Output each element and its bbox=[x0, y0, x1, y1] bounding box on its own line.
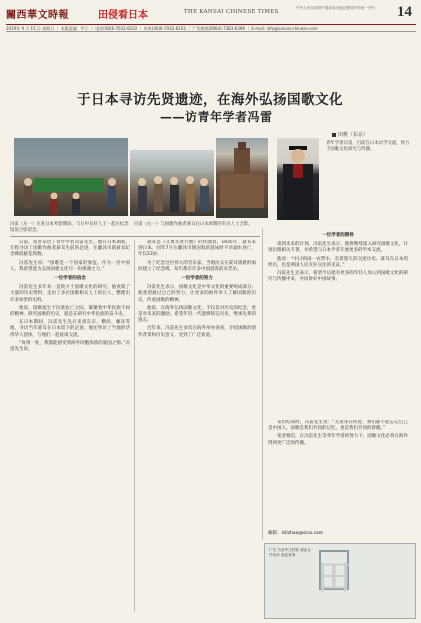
section-subheading: 一位学者的信念 bbox=[54, 276, 86, 282]
photo-people-illustration bbox=[130, 150, 214, 216]
caption-divider bbox=[10, 236, 260, 237]
article-subhead: ——访青年学者冯雷 bbox=[160, 110, 273, 124]
page-number: 14 bbox=[397, 4, 412, 20]
building-photo bbox=[216, 138, 268, 218]
masthead bbox=[6, 6, 416, 26]
newspaper-logo: 關西華文時報 bbox=[6, 10, 69, 21]
photo-caption-left: 冯雷（左一）在赴日本考察期间，与日中友好人士一起在纪念馆前合影留念。 bbox=[10, 222, 129, 233]
paragraph: 他说：“中日两国一衣带水，有着悠久的交流历史。聂耳在日本的经历，也是两国人民友好交往的见证。” bbox=[268, 256, 408, 268]
advertisement bbox=[264, 543, 416, 619]
group-photo-banner bbox=[14, 138, 128, 216]
paragraph: 笔者相信，在冯雷先生等青年学者的努力下，国歌文化必将在海外得到更广泛的传播。 bbox=[268, 434, 408, 446]
paragraph: 为了纪念这位伟大的音乐家，当地民众在聂耳遇难的海滨建立了纪念碑。每年都有许多中国游客前来凭吊。 bbox=[138, 260, 256, 272]
paragraph: “每到一处，我都能感受到海外同胞浓浓的爱国之情。”冯雷先生说。 bbox=[10, 340, 130, 353]
ad-text: 广告 关西华文时报 诚征合作伙伴 欢迎垂询 bbox=[269, 548, 311, 557]
article-column-2 bbox=[138, 240, 256, 610]
paragraph: 冯雷先生还表示，希望今后能有更多的年轻人加入到国歌文化的研究与传播中来，共同讲好中国故事。 bbox=[268, 271, 408, 283]
paragraph: 在日本期间，冯雷先生先后来到东京、横滨、藤泽等地，寻访当年聂耳在日本留下的足迹。他还拜访了当地的华侨华人团体，与他们一起座谈交流。 bbox=[10, 320, 130, 338]
newspaper-english-name: THE KANSAI CHINESE TIMES bbox=[184, 9, 279, 15]
graduate-portrait-illustration bbox=[277, 138, 319, 220]
author-email: 邮箱：lsllzhao@sina.com bbox=[268, 531, 324, 536]
info-bar: 2019年 9 月 15 日 星期日 ｜ 本版责编：甲子 ｜ 电话(06)6-7032-8102 ｜ 传真(06)6-7032-8103 ｜ 广告热线(0664)-7383-6398 ｜ E-mail: info@kansai-chinese.com bbox=[6, 24, 416, 32]
group-photo-people bbox=[130, 150, 214, 216]
paragraph: 谈到未来的计划，冯雷先生表示，他将继续深入研究国歌文化，计划出版相关专著，并希望与日本学者开展更多的学术交流。 bbox=[268, 242, 408, 254]
paragraph: 聂耳是《义勇军进行曲》的作曲者。1935年，聂耳来到日本，同年7月在藤泽市鹄沼海滨游泳时不幸溺水身亡，年仅23岁。 bbox=[138, 240, 256, 258]
section-title: 田侵看日本 bbox=[98, 10, 148, 21]
byline-mark bbox=[332, 133, 336, 137]
paragraph: 冯雷先生表示，国歌文化是中华文化的重要组成部分。他希望通过自己的努力，让更多的海外华人了解国歌的历史，传承国歌的精神。 bbox=[138, 285, 256, 303]
photo-people-illustration bbox=[14, 138, 128, 216]
article-column-4 bbox=[268, 420, 408, 530]
paragraph: 冯雷先生多年来一直致力于国歌文化的研究。他查阅了大量的历史资料，走访了多位国歌相关人士的后人，整理出许多珍贵的史料。 bbox=[10, 285, 130, 303]
paragraph: 他说，国歌诞生于民族危亡之际，凝聚着中华民族不屈的精神。研究国歌的历史，就是在研究中华民族的奋斗史。 bbox=[10, 305, 130, 318]
article-headline: 于日本寻访先贤遗迹，在海外弘扬国歌文化 bbox=[77, 92, 343, 108]
portrait-caption: 青年学者冯雷，目前在日本访学交流，致力于国歌文化研究与传播。 bbox=[326, 141, 410, 153]
byline bbox=[332, 131, 368, 138]
paragraph: 他说，在海外弘扬国歌文化，不仅是对历史的纪念，更是对未来的激励。希望年轻一代能够铭记历史，继承先辈的遗志。 bbox=[138, 305, 256, 324]
byline-text: 田桃（东京） bbox=[338, 132, 369, 138]
paragraph: 采访结束时，冯雷先生说：“无论身在何处，我们都不能忘记自己是中国人。国歌是我们共同的记忆，也是我们共同的骄傲。” bbox=[268, 420, 408, 432]
section-subheading: 一位学者的努力 bbox=[181, 276, 213, 282]
paragraph: 日前，笔者采访了青年学者冯雷先生。他在日本期间，专程寻访了国歌作曲者聂耳生前的足迹，在藤泽市的聂耳纪念碑前献花致敬。 bbox=[10, 240, 130, 258]
paragraph: 冯雷先生说：“国歌是一个国家的象征。作为一名中国人，我希望能为弘扬国歌文化尽一份绵薄之力。” bbox=[10, 260, 130, 272]
section-subheading: 一位学者的期待 bbox=[322, 233, 354, 238]
article-column-1 bbox=[10, 240, 130, 610]
article-column-3 bbox=[268, 230, 408, 420]
registration-info: 中华人民共和国中国新闻出版总署国内外统一刊号 bbox=[296, 6, 376, 10]
photo-caption-middle: 冯雷（右一）与国歌作曲者聂耳在日本时期的有关人士合影。 bbox=[134, 222, 253, 227]
tower-illustration bbox=[216, 138, 268, 218]
paragraph: 近年来，冯雷先生多次在海外举办讲座，介绍国歌的创作背景和历史意义，受到了广泛欢迎。 bbox=[138, 326, 256, 338]
portrait-photo bbox=[277, 138, 319, 220]
ad-large-character: 田 bbox=[317, 558, 353, 598]
column-divider bbox=[134, 240, 135, 612]
column-divider bbox=[262, 228, 263, 540]
